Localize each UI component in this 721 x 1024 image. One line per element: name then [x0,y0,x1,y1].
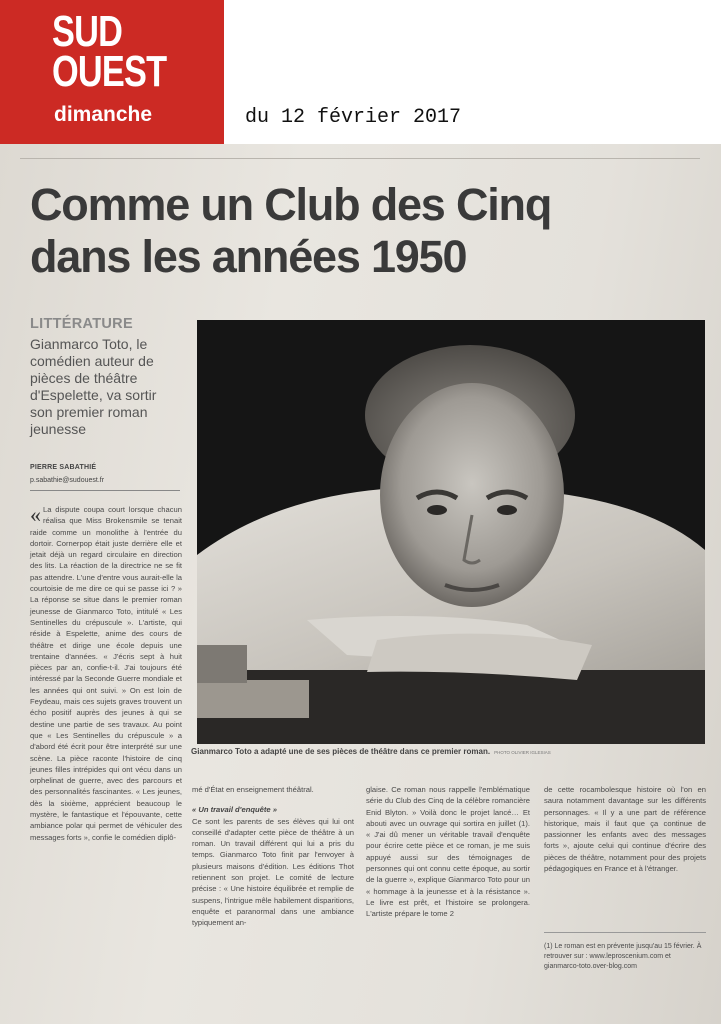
article-column-2 [192,784,354,929]
newspaper-clipping [0,144,721,1024]
section-rubric: LITTÉRATURE [30,316,133,332]
author-name: PIERRE SABATHIÉ [30,464,97,471]
photo-caption [191,747,711,756]
logo-line-dimanche: dimanche [54,103,153,126]
footnote-rule [544,932,706,933]
caption-text: Gianmarco Toto a adapté une de ses pièces de théâtre dans ce premier roman. [191,747,491,756]
column-1-text: La dispute coupa court lorsque chacun réalisa que Miss Brokensmile se tenait raide comme un monolithe à l'entrée du dortoir. Cornerpop était juste derrière elle et jetait déjà un regard circulaire en direction des lits. La réaction de la directrice ne se fit pas attendre. L'une d'entre vous aurait-elle la courtoisie de me dire ce qui se passe ici ? » La réponse se situe dans le premier roman jeunesse de Gianmarco Toto, intitulé « Les Sentinelles du crépuscule ». L'artiste, qui réside à Espelette, anime des cours de théâtre et dirige une école depuis une trentaine d'années. « J'écris sept à huit pièces par an, confie-t-il. J'ai toujours été intéressé par la Seconde Guerre mondiale et les années qui ont suivi. » On est loin de Feydeau, mais ces sujets graves trouvent un écho positif auprès des jeunes à qui se destine une partie de ses travaux. Au point que « Les Sentinelles du crépuscule » a d'abord été écrit pour être interprété sur une scène. La pièce raconte l'histoire de cinq jeunes filles intrépides qui ont vécu dans un orphelinat de guerre, avec des parcours et des personnalités fascinantes. « Les jeunes, dès la sixième, apprécient beaucoup le mystère, le fantastique et l'épouvante, cette ambiance polar qui permet de véhiculer des messages forts », confie le comédien diplô- [30,505,182,842]
logo-line-ouest: OUEST [52,47,167,96]
headline-line-1: Comme un Club des Cinq [30,179,552,230]
article-headline [30,179,710,283]
photo-credit: PHOTO OLIVIER IGLESIAS [494,750,551,755]
column-2-text: Ce sont les parents de ses élèves qui lui ont conseillé d'adapter cette pièce de théâtre à un roman. Un travail différent qui lui a pris du temps. Gianmarco Toto finit par l'envoyer à plusieurs maisons d'édition. Les éditions Thot retiennent son projet. Le comité de lecture précise : « Une histoire équilibrée et remplie de suspens, l'intrigue mêle habilement disparitions, enquête et paranormal dans une ambiance typiquement an- [192,816,354,928]
newspaper-logo [0,0,224,144]
top-rule [20,158,700,159]
article-column-4 [544,784,706,874]
column-3-text: glaise. Ce roman nous rappelle l'emblématique série du Club des Cinq de la célèbre romancière Enid Blyton. » Voilà donc le projet lancé… Et abouti avec un ouvrage qui sortira en juillet (1). « J'ai dû mener un véritable travail d'enquête pour écrire cette pièce et ce roman, je me suis appuyé aussi sur des témoignages de personnes qui ont connu cette époque, au sortir de la guerre », explique Gianmarco Toto pour un « hommage à la jeunesse et à la résistance ». Le livre est prêt, et l'histoire se prolongera. L'artiste prépare le tome 2 [366,785,530,919]
column-4-text: de cette rocambolesque histoire où l'on en saura notamment davantage sur les différents personnages. « Il y a une part de référence historique, mais il faut que ça continue de passionner les enfants avec des messages forts », ajoute celui qui continue d'écrire des pièces de théâtre, notamment pour des projets pédagogiques en France et à l'étranger. [544,785,706,874]
article-column-3 [366,784,530,920]
article-column-1 [30,504,182,843]
column-2-start: mé d'État en enseignement théâtral. [192,785,314,794]
article-subhead: « Un travail d'enquête » [192,805,277,815]
logo-line-sud: SUD [52,7,123,56]
portrait-image [197,320,705,744]
publication-date: du 12 février 2017 [245,106,462,129]
article-footnote: (1) Le roman est en prévente jusqu'au 15 février. À retrouver sur : www.leproscenium.com et gianmarco-toto.over-blog.com [544,943,702,970]
opening-quote: « [30,502,41,527]
article-photo [197,320,705,744]
headline-line-2: dans les années 1950 [30,231,467,282]
author-email: p.sabathie@sudouest.fr [30,477,105,484]
author-rule [30,490,180,491]
article-lead: Gianmarco Toto, le comédien auteur de pièces de théâtre d'Espelette, va sortir son premier roman jeunesse [30,336,157,437]
